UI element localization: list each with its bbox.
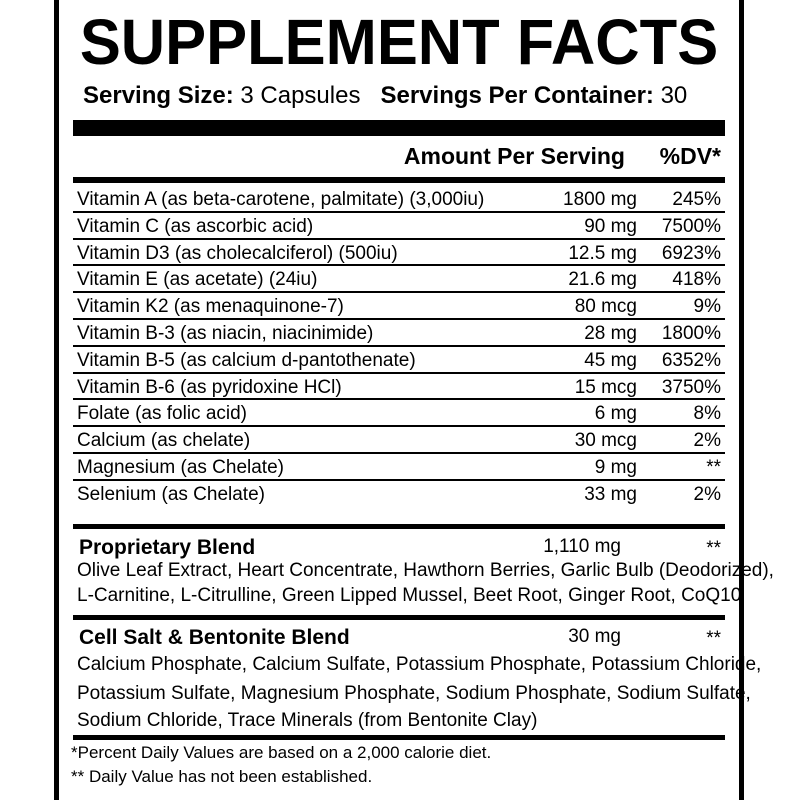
nutrient-name: Vitamin B-3 (as niacin, niacinimide) <box>77 322 374 344</box>
nutrient-dv: 3750% <box>661 376 721 398</box>
servings-per-container-value: 30 <box>660 82 688 109</box>
footnote-no-dv: ** Daily Value has not been established. <box>71 767 373 786</box>
amount-per-serving-header: Amount Per Serving <box>403 143 625 169</box>
blend-divider <box>73 524 725 529</box>
serving-info <box>83 80 687 112</box>
nutrient-amount: 12.5 mg <box>568 242 637 264</box>
nutrient-dv: 418% <box>672 269 721 291</box>
nutrient-name: Vitamin D3 (as cholecalciferol) (500iu) <box>77 242 398 264</box>
nutrient-name: Folate (as folic acid) <box>77 403 248 425</box>
nutrient-dv: ** <box>706 456 721 478</box>
footnote-divider <box>73 735 725 740</box>
cell-salt-blend-section <box>73 625 762 735</box>
header-divider <box>73 177 725 183</box>
cell-salt-blend-amount: 30 mg <box>568 626 621 647</box>
proprietary-blend-ingredients-line: L-Carnitine, L-Citrulline, Green Lipped Mussel, Beet Root, Ginger Root, CoQ10 <box>77 585 742 606</box>
proprietary-blend-ingredients-line: Olive Leaf Extract, Heart Concentrate, Hawthorn Berries, Garlic Bulb (Deodorized), <box>77 560 774 581</box>
nutrient-dv: 8% <box>693 403 721 425</box>
proprietary-blend-section <box>73 535 774 615</box>
nutrient-amount: 9 mg <box>594 456 637 478</box>
nutrient-row <box>73 400 725 427</box>
nutrient-dv: 1800% <box>661 322 721 344</box>
nutrient-row <box>73 427 725 454</box>
nutrient-name: Calcium (as chelate) <box>77 430 251 452</box>
cell-salt-blend-ingredients-line: Calcium Phosphate, Calcium Sulfate, Potassium Phosphate, Potassium Chloride, <box>77 654 762 675</box>
nutrient-row <box>73 213 725 240</box>
proprietary-blend-dv: ** <box>706 538 721 559</box>
nutrient-name: Vitamin E (as acetate) (24iu) <box>77 269 318 291</box>
nutrient-table <box>73 186 725 506</box>
serving-size-value: 3 Capsules <box>240 82 361 109</box>
panel-title: SUPPLEMENT FACTS <box>79 6 719 78</box>
nutrient-row <box>73 481 725 506</box>
proprietary-blend-amount: 1,110 mg <box>543 536 621 557</box>
nutrient-dv: 2% <box>693 430 721 452</box>
nutrient-dv: 7500% <box>661 215 721 237</box>
cell-salt-blend-title: Cell Salt & Bentonite Blend <box>79 626 350 649</box>
dv-header: %DV* <box>659 143 721 169</box>
nutrient-row <box>73 266 725 293</box>
nutrient-name: Selenium (as Chelate) <box>77 483 265 505</box>
nutrient-dv: 2% <box>693 483 721 505</box>
nutrient-dv: 6923% <box>661 242 721 264</box>
nutrient-dv: 9% <box>693 296 721 318</box>
nutrient-row <box>73 293 725 320</box>
nutrient-name: Vitamin A (as beta-carotene, palmitate) (3,000iu) <box>77 189 485 210</box>
nutrient-amount: 30 mcg <box>574 430 637 452</box>
nutrient-name: Vitamin B-6 (as pyridoxine HCl) <box>77 376 342 398</box>
nutrient-amount: 90 mg <box>584 215 637 237</box>
nutrient-row <box>73 186 725 213</box>
nutrient-amount: 80 mcg <box>574 296 637 318</box>
supplement-facts-panel <box>54 0 774 800</box>
thick-divider <box>73 120 725 136</box>
nutrient-amount: 28 mg <box>584 322 637 344</box>
blend-divider <box>73 615 725 620</box>
nutrient-row <box>73 347 725 374</box>
nutrient-name: Vitamin B-5 (as calcium d-pantothenate) <box>77 349 416 371</box>
nutrient-name: Vitamin C (as ascorbic acid) <box>77 215 314 237</box>
nutrient-name: Magnesium (as Chelate) <box>77 456 284 478</box>
footnote-percent-dv: *Percent Daily Values are based on a 2,000 calorie diet. <box>71 743 492 762</box>
nutrient-row <box>73 240 725 267</box>
proprietary-blend-title: Proprietary Blend <box>79 536 256 559</box>
nutrient-row <box>73 454 725 481</box>
cell-salt-blend-ingredients-line: Sodium Chloride, Trace Minerals (from Bentonite Clay) <box>77 710 538 731</box>
nutrient-amount: 15 mcg <box>574 376 637 398</box>
serving-size-label: Serving Size: <box>83 82 234 109</box>
nutrient-amount: 1800 mg <box>563 189 637 210</box>
cell-salt-blend-ingredients-line: Potassium Sulfate, Magnesium Phosphate, Sodium Phosphate, Sodium Sulfate, <box>77 683 751 704</box>
nutrient-amount: 33 mg <box>584 483 637 505</box>
nutrient-amount: 21.6 mg <box>568 269 637 291</box>
nutrient-name: Vitamin K2 (as menaquinone-7) <box>77 296 344 318</box>
nutrient-amount: 45 mg <box>584 349 637 371</box>
cell-salt-blend-dv: ** <box>706 628 721 649</box>
nutrient-dv: 245% <box>672 189 721 210</box>
nutrient-amount: 6 mg <box>594 403 637 425</box>
nutrient-row <box>73 320 725 347</box>
nutrient-dv: 6352% <box>661 349 721 371</box>
nutrient-row <box>73 374 725 401</box>
servings-per-container-label: Servings Per Container: <box>380 82 654 109</box>
